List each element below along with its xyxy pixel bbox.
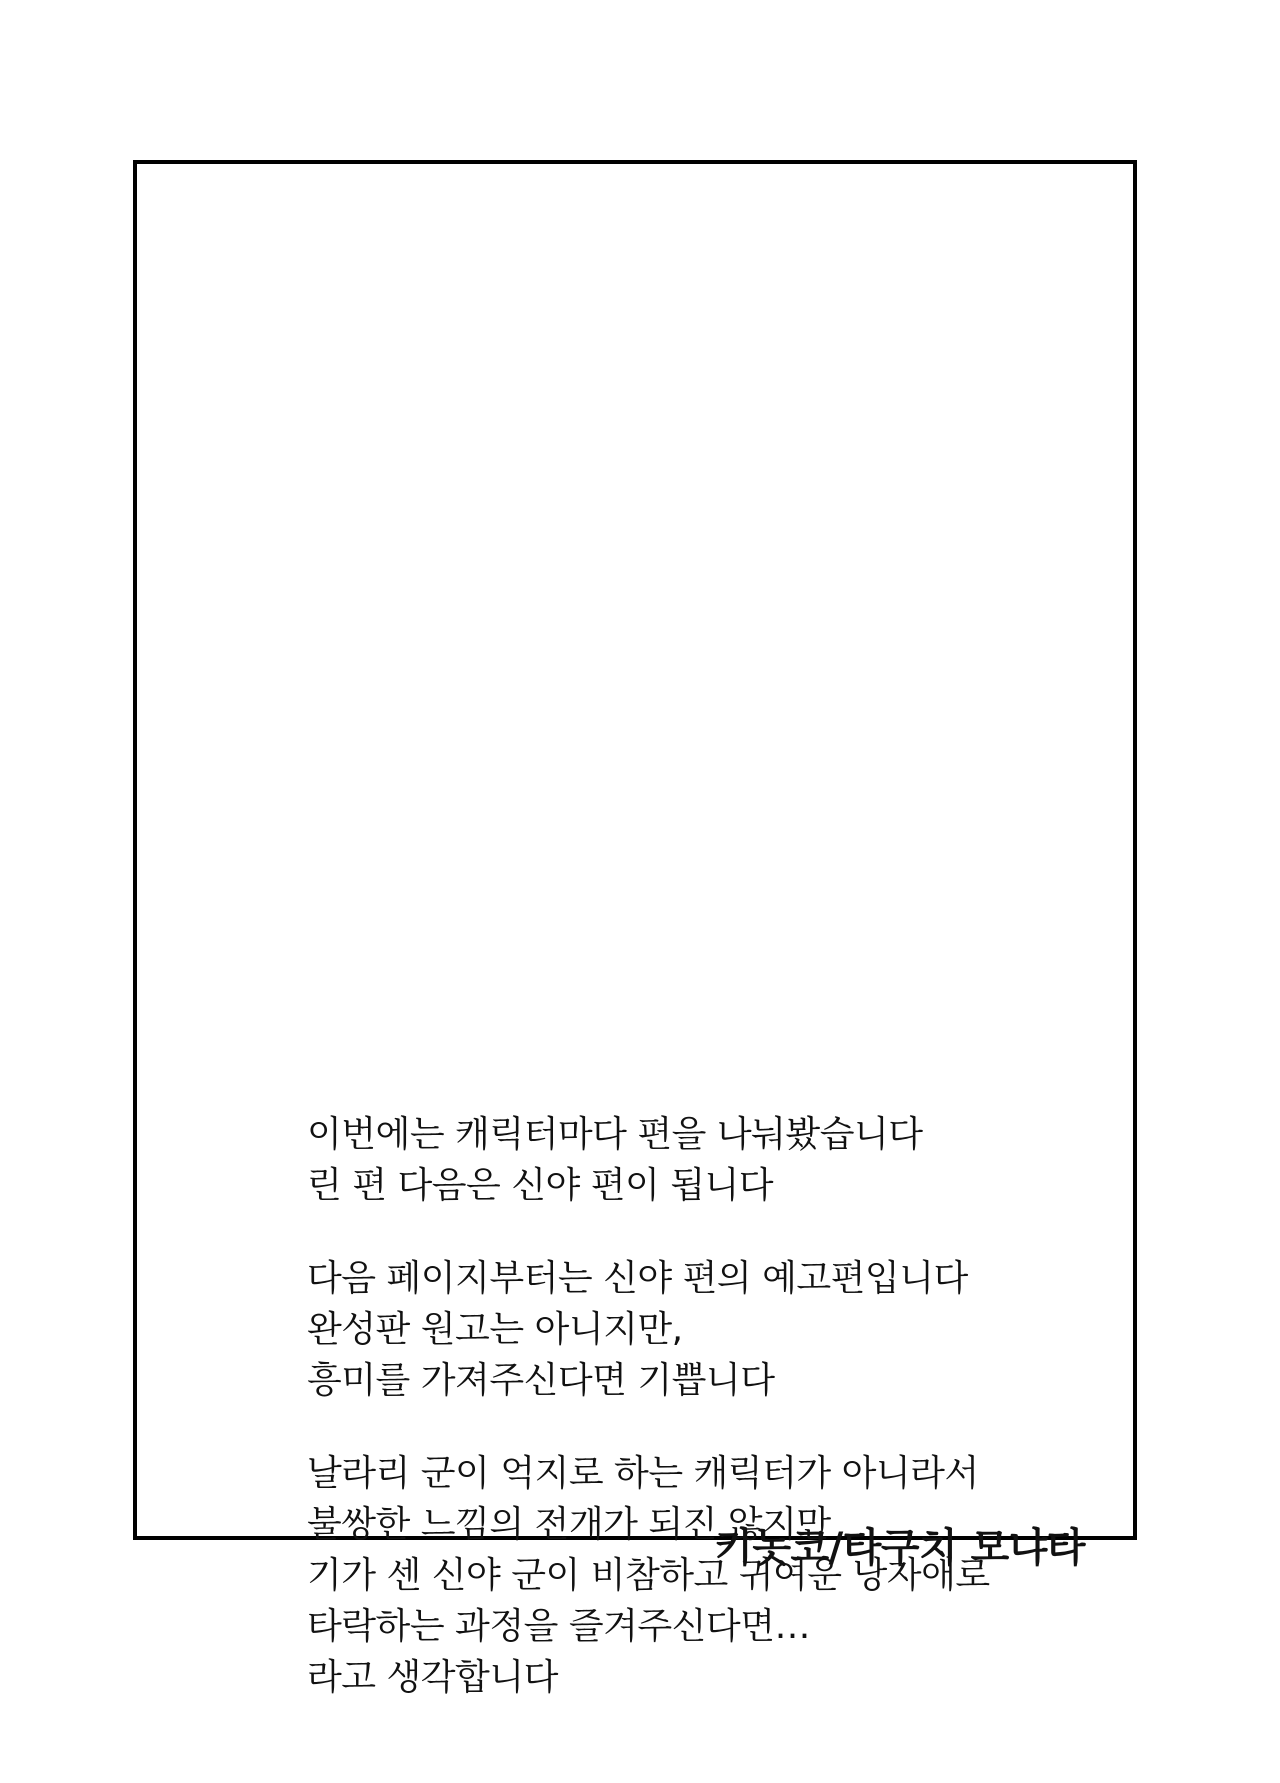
note-line: 다음 페이지부터는 신야 편의 예고편입니다	[307, 1258, 968, 1299]
note-paragraph-2	[307, 1253, 1207, 1406]
note-line: 흥미를 가져주신다면 기쁩니다	[307, 1360, 775, 1401]
note-line: 기가 센 신야 군이 비참하고 귀여운 낭자애로	[307, 1555, 990, 1596]
note-line: 타락하는 과정을 즐겨주신다면…	[307, 1606, 810, 1647]
note-line: 라고 생각합니다	[307, 1657, 558, 1698]
note-line: 완성판 원고는 아니지만,	[307, 1309, 683, 1350]
note-paragraph-3	[307, 1448, 1207, 1703]
note-line: 이번에는 캐릭터마다 편을 나눠봤습니다	[307, 1114, 923, 1155]
note-line: 날라리 군이 억지로 하는 캐릭터가 아니라서	[307, 1453, 979, 1494]
author-signature: 키놋코/타구치 모냐타	[714, 1525, 1085, 1571]
note-paragraph-1	[307, 1109, 1207, 1211]
note-line: 불쌍한 느낌의 전개가 되진 않지만	[307, 1504, 831, 1545]
note-line: 린 편 다음은 신야 편이 됩니다	[307, 1165, 774, 1206]
page-border-frame	[133, 160, 1137, 1698]
author-note	[307, 1109, 1207, 1745]
